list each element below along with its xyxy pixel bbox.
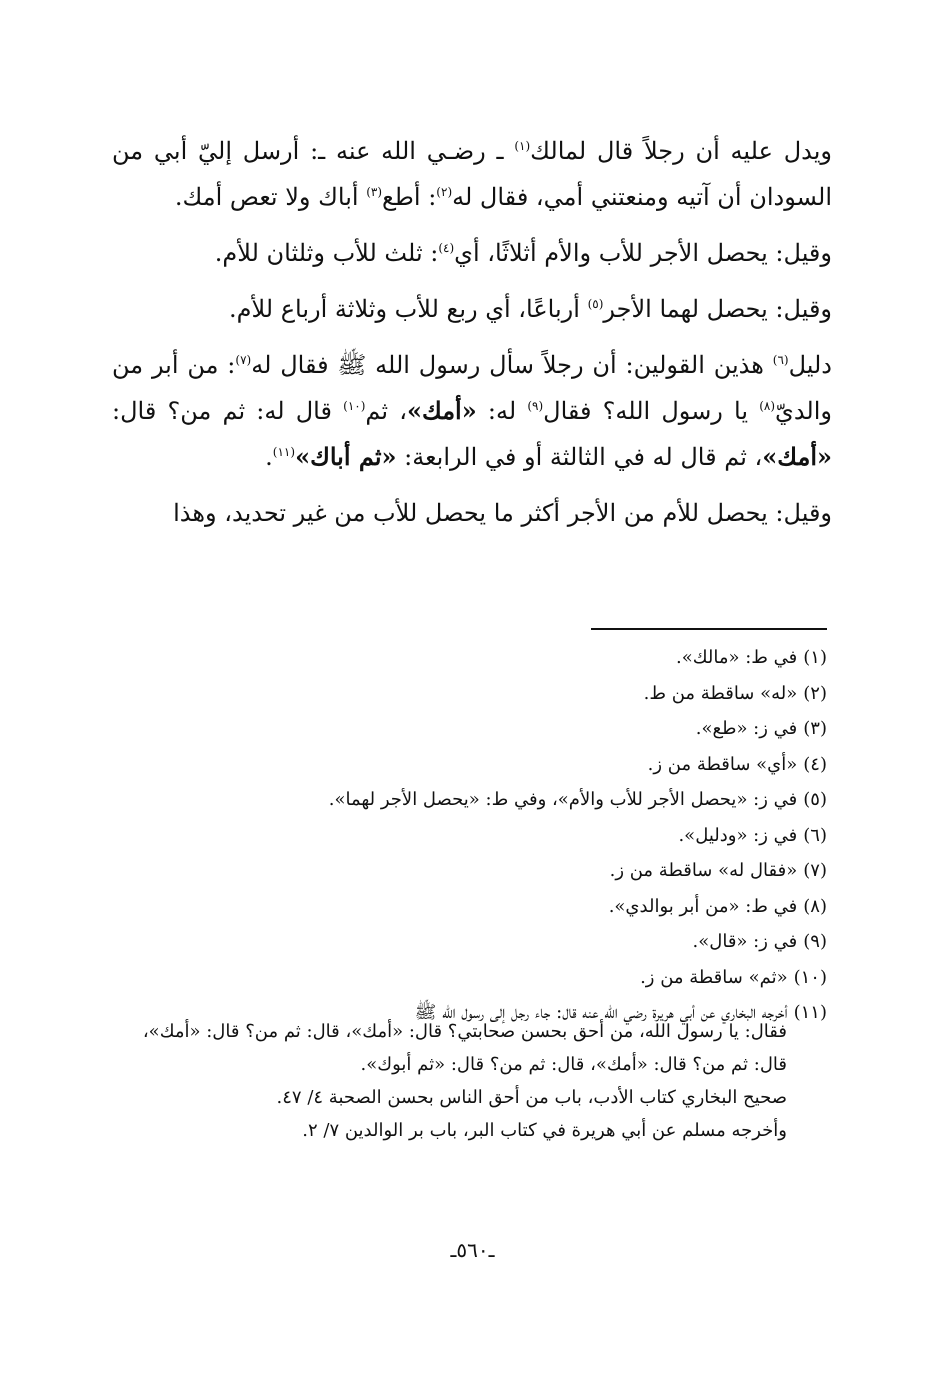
footnote-item (112, 960, 827, 996)
paragraph (112, 230, 832, 276)
footnote-11-continuation (112, 1015, 827, 1147)
quoted-hadith-text: «أمك» (762, 442, 832, 471)
main-text-body (112, 128, 832, 546)
footnote-11-line: فقال: يا رسول الله، من أحق بحسن صحابتي؟ قال: «أمك»، قال: ثم من؟ قال: «أمك»، قال: ثم من؟ قال: «أمك»، قال: ثم من؟ قال: «ثم أبوك». (142, 1021, 787, 1075)
footnote-item (112, 889, 827, 925)
footnote-text: «أي» ساقطة من ز. (647, 753, 798, 775)
footnote-reference: (٤) (438, 241, 455, 255)
paragraph-text: هذين القولين: أن رجلاً سأل رسول الله ﷺ فقال له (251, 351, 773, 379)
footnote-item (112, 853, 827, 889)
paragraph-text: يا رسول الله؟ فقال (543, 397, 760, 425)
page-number: ـ٥٦٠ـ (450, 1238, 495, 1262)
footnote-text: في ط: «من أبر بوالدي». (608, 895, 798, 917)
footnote-reference: (١٠) (343, 399, 366, 413)
footnote-item (112, 711, 827, 747)
footnote-reference: (٥) (587, 297, 604, 311)
paragraph-text: له: (476, 397, 528, 425)
footnote-number: (١٠) (793, 966, 827, 988)
paragraph-text: وقيل: يحصل للأم من الأجر أكثر ما يحصل للأب من غير تحديد، وهذا (173, 499, 832, 527)
paragraph-text: ، ثم (365, 397, 407, 425)
footnote-number: (٣) (803, 718, 827, 739)
footnote-item (112, 676, 827, 712)
footnote-reference: (٨) (759, 399, 776, 413)
footnote-11-line: وأخرجه مسلم عن أبي هريرة في كتاب البر، باب بر الوالدين ٧/ ٢. (302, 1120, 787, 1141)
footnote-number: (٢) (803, 682, 827, 704)
footnote-reference: (١١) (272, 445, 296, 459)
paragraph-text: : من أبر من والديّ (112, 351, 832, 425)
footnote-number: (٥) (803, 789, 827, 810)
footnote-text: «له» ساقطة من ط. (643, 682, 798, 704)
footnote-number: (٤) (803, 753, 827, 775)
paragraph-text: : أطع (382, 183, 437, 211)
footnote-text: في ز: «طع». (695, 718, 798, 739)
footnote-number: (٦) (803, 824, 827, 846)
paragraph-text: وقيل: يحصل لهما الأجر (603, 295, 832, 323)
footnote-divider (591, 628, 827, 630)
paragraph-text: : ثلث للأب وثلثان للأم. (214, 239, 439, 267)
footnote-11-line: صحيح البخاري كتاب الأدب، باب من أحق الناس بحسن الصحبة ٤/ ٤٧. (276, 1087, 787, 1108)
paragraph-text: وقيل: يحصل الأجر للأب والأم أثلاثًا، أي (454, 239, 832, 267)
footnote-number: (٩) (803, 931, 827, 952)
paragraph-text: أرباعًا، أي ربع للأب وثلاثة أرباع للأم. (228, 295, 588, 323)
quoted-hadith-text: «ثم أباك» (295, 442, 397, 471)
footnote-reference: (٩) (527, 399, 544, 413)
footnote-reference: (٦) (772, 353, 789, 367)
footnote-text: في ز: «يحصل الأجر للأب والأم»، وفي ط: «يحصل الأجر لهما». (328, 789, 798, 810)
footnote-item (112, 782, 827, 818)
paragraph-text: دليل (788, 351, 832, 379)
footnote-item (112, 924, 827, 960)
paragraph-text: . (265, 443, 273, 471)
footnote-text: في ط: «مالك». (675, 647, 798, 668)
paragraph-text: قال له: ثم من؟ قال: (112, 397, 344, 425)
paragraph (112, 128, 832, 220)
footnote-number: (٧) (803, 860, 827, 881)
footnote-text: في ز: «ودليل». (678, 824, 798, 846)
footnote-number: (٨) (803, 895, 827, 917)
paragraph (112, 490, 832, 536)
footnote-reference: (٣) (366, 185, 383, 199)
paragraph (112, 342, 832, 480)
footnote-number: (١١) (793, 1002, 827, 1023)
footnote-text: في ز: «قال». (692, 931, 798, 952)
footnote-text: أخرجه البخاري عن أبي هريرة رضي الله عنه قال: جاء رجل إلى رسول الله ﷺ (414, 1002, 788, 1023)
footnote-reference: (٢) (436, 185, 453, 199)
paragraph-text: ويدل عليه أن رجلاً قال لمالك (530, 137, 832, 165)
quoted-hadith-text: «أمك» (406, 396, 477, 425)
paragraph-text: ـ رضـي الله عنه ـ: أرسل إليّ أبي من السودان أن آتيه ومنعتني أمي، فقال له (112, 137, 832, 211)
footnote-text: «ثم» ساقطة من ز. (640, 966, 788, 988)
footnote-number: (١) (803, 647, 827, 668)
paragraph-text: ، ثم قال له في الثالثة أو في الرابعة: (396, 443, 763, 471)
footnote-item (112, 818, 827, 854)
footnote-reference: (٧) (235, 353, 252, 367)
footnote-reference: (١) (514, 139, 531, 153)
paragraph-text: أباك ولا تعص أمك. (174, 183, 367, 211)
paragraph (112, 286, 832, 332)
footnotes-list (112, 640, 827, 1031)
footnote-item (112, 640, 827, 676)
footnote-item (112, 747, 827, 783)
footnote-text: «فقال له» ساقطة من ز. (609, 860, 798, 881)
